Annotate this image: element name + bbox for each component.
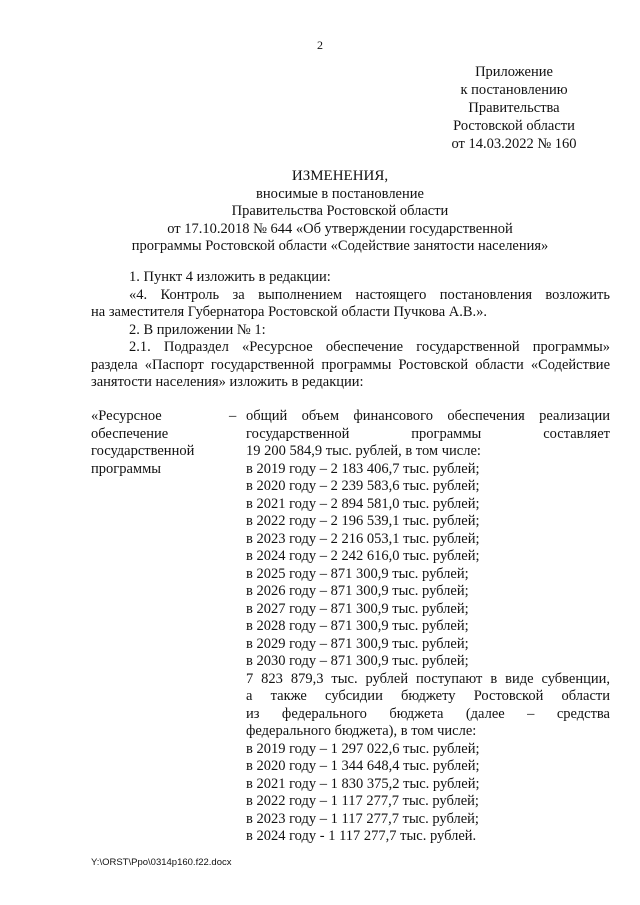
document-body bbox=[91, 269, 610, 392]
resource-label-line: программы bbox=[91, 460, 161, 477]
year-federal-item: в 2024 году - 1 117 277,7 тыс. рублей. bbox=[246, 828, 477, 844]
appendix-block bbox=[420, 63, 608, 153]
year-total-item: в 2026 году – 871 300,9 тыс. рублей; bbox=[246, 583, 469, 599]
year-total-item: в 2019 году – 2 183 406,7 тыс. рублей; bbox=[246, 460, 480, 477]
appendix-line: Ростовской области bbox=[453, 118, 575, 134]
resource-content bbox=[246, 408, 610, 846]
year-total-item: в 2022 году – 2 196 539,1 тыс. рублей; bbox=[246, 513, 480, 529]
year-federal-item: в 2019 году – 1 297 022,6 тыс. рублей; bbox=[246, 740, 480, 757]
year-federal-item: в 2021 году – 1 830 375,2 тыс. рублей; bbox=[246, 775, 480, 792]
year-total-item: в 2027 году – 871 300,9 тыс. рублей; bbox=[246, 600, 469, 617]
resource-dash: – bbox=[229, 408, 237, 424]
federal-line: а также субсидии бюджету Ростовской области bbox=[246, 688, 610, 704]
year-total-item: в 2030 году – 871 300,9 тыс. рублей; bbox=[246, 653, 469, 669]
appendix-line: от 14.03.2022 № 160 bbox=[451, 136, 577, 152]
page-number: 2 bbox=[317, 38, 323, 52]
title-line: программы Ростовской области «Содействие занятости населения» bbox=[131, 238, 549, 254]
year-total-item: в 2020 году – 2 239 583,6 тыс. рублей; bbox=[246, 478, 480, 494]
total-line: 19 200 584,9 тыс. рублей, в том числе: bbox=[246, 443, 481, 459]
resource-label bbox=[91, 408, 211, 478]
resource-label-line: «Ресурсное bbox=[91, 408, 162, 424]
paragraph-4-line: 2.1. Подраздел «Ресурсное обеспечение государственной программы» bbox=[129, 339, 610, 355]
year-total-item: в 2028 году – 871 300,9 тыс. рублей; bbox=[246, 618, 469, 634]
paragraph-4-line: занятости населения» изложить в редакции: bbox=[91, 374, 364, 390]
total-line: государственной программы составляет bbox=[246, 425, 610, 442]
paragraph-4-line: раздела «Паспорт государственной программы Ростовской области «Содействие bbox=[91, 356, 610, 373]
year-federal-item: в 2023 году – 1 117 277,7 тыс. рублей; bbox=[246, 810, 479, 827]
year-federal-item: в 2020 году – 1 344 648,4 тыс. рублей; bbox=[246, 758, 480, 774]
paragraph-3: 2. В приложении № 1: bbox=[129, 321, 266, 338]
document-title bbox=[60, 168, 620, 256]
resource-label-line: обеспечение bbox=[91, 425, 169, 442]
title-heading: ИЗМЕНЕНИЯ, bbox=[291, 168, 389, 184]
federal-line: из федерального бюджета (далее – средства bbox=[246, 705, 610, 722]
file-path-footer: Y:\ORST\Ppo\0314p160.f22.docx bbox=[91, 857, 232, 868]
paragraph-2-line: «4. Контроль за выполнением настоящего постановления возложить bbox=[129, 286, 610, 303]
year-total-item: в 2024 году – 2 242 616,0 тыс. рублей; bbox=[246, 548, 480, 564]
total-line: общий объем финансового обеспечения реализации bbox=[246, 408, 610, 424]
title-line: от 17.10.2018 № 644 «Об утверждении государственной bbox=[167, 220, 513, 237]
appendix-line: Правительства bbox=[468, 100, 560, 116]
federal-line: 7 823 879,3 тыс. рублей поступают в виде субвенции, bbox=[246, 670, 610, 687]
year-federal-item: в 2022 году – 1 117 277,7 тыс. рублей; bbox=[246, 793, 479, 809]
title-line: Правительства Ростовской области bbox=[231, 203, 449, 219]
year-total-item: в 2023 году – 2 216 053,1 тыс. рублей; bbox=[246, 530, 480, 547]
title-line: вносимые в постановление bbox=[256, 185, 424, 202]
paragraph-1: 1. Пункт 4 изложить в редакции: bbox=[129, 269, 331, 285]
year-total-item: в 2021 году – 2 894 581,0 тыс. рублей; bbox=[246, 495, 480, 512]
year-total-item: в 2029 году – 871 300,9 тыс. рублей; bbox=[246, 635, 469, 652]
appendix-line: к постановлению bbox=[460, 82, 568, 98]
appendix-line: Приложение bbox=[475, 64, 553, 80]
year-total-item: в 2025 году – 871 300,9 тыс. рублей; bbox=[246, 565, 469, 582]
resource-label-line: государственной bbox=[91, 443, 195, 459]
paragraph-2-line: на заместителя Губернатора Ростовской области Пучкова А.В.». bbox=[91, 304, 488, 320]
federal-line: федерального бюджета), в том числе: bbox=[246, 723, 477, 739]
